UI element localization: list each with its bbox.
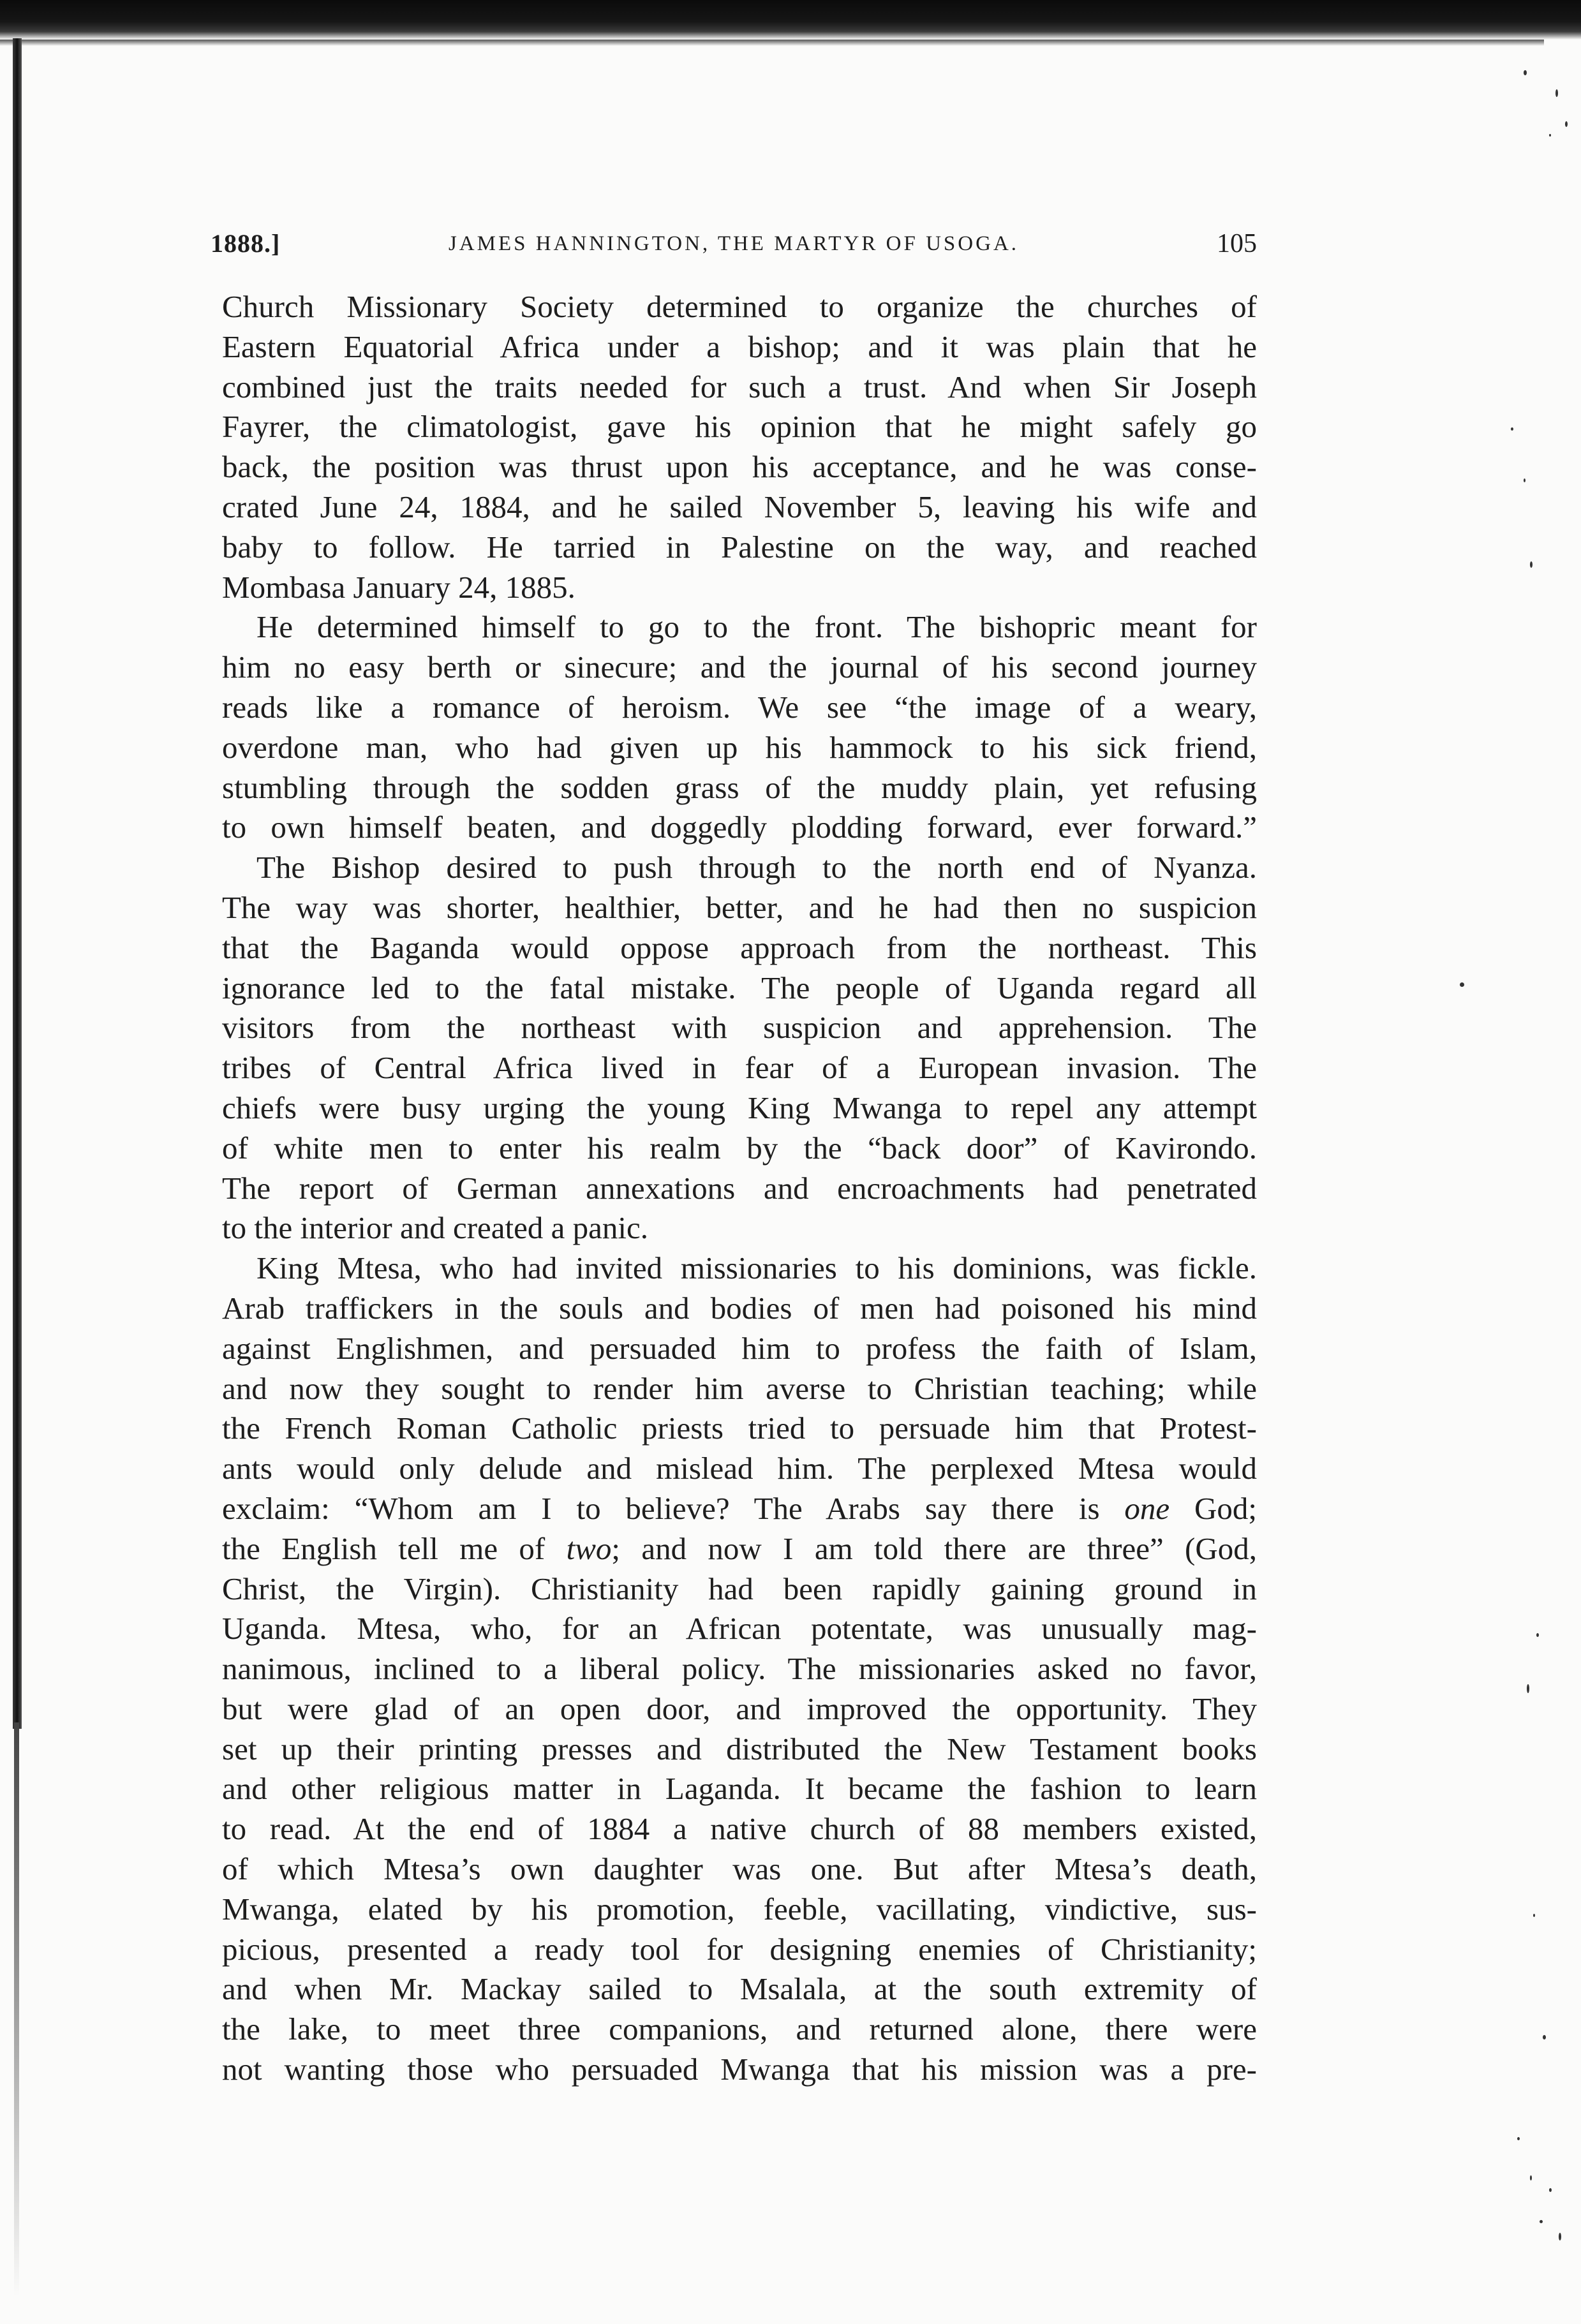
header-year: 1888.] bbox=[211, 229, 281, 258]
speck bbox=[1524, 478, 1525, 482]
text-line: not wanting those who persuaded Mwanga that his mission was a pre- bbox=[222, 2052, 1257, 2087]
text-line: picious, presented a ready tool for designing enemies of Christianity; bbox=[222, 1931, 1257, 1967]
speck bbox=[1549, 2188, 1552, 2192]
text-line: chiefs were busy urging the young King Mwanga to repel any attempt bbox=[222, 1090, 1257, 1125]
text-line: ants would only delude and mislead him. The perplexed Mtesa would bbox=[222, 1451, 1257, 1486]
speck bbox=[1540, 2220, 1543, 2223]
speck bbox=[1555, 89, 1558, 97]
text-line: set up their printing presses and distributed the New Testament books bbox=[222, 1731, 1257, 1766]
emphasis: two bbox=[566, 1530, 612, 1566]
text-line: The Bishop desired to push through to the north end of Nyanza. bbox=[256, 850, 1257, 885]
margin-specks bbox=[1485, 51, 1581, 2284]
speck bbox=[1530, 2175, 1532, 2180]
text-line: The way was shorter, healthier, better, and he had then no suspicion bbox=[222, 889, 1257, 925]
text-line: to read. At the end of 1884 a native church of 88 members existed, bbox=[222, 1811, 1257, 1847]
scan-top-border bbox=[0, 0, 1581, 40]
text-line: of which Mtesa’s own daughter was one. But after Mtesa’s death, bbox=[222, 1851, 1257, 1887]
text-line: The report of German annexations and encroachments had penetrated bbox=[222, 1170, 1257, 1206]
text-line: tribes of Central Africa lived in fear of a European invasion. The bbox=[222, 1050, 1257, 1086]
text-line: the English tell me of two; and now I am told there are three” (God, bbox=[222, 1530, 1257, 1566]
speck bbox=[1559, 2233, 1561, 2240]
text-line: Eastern Equatorial Africa under a bishop; and it was plain that he bbox=[222, 329, 1257, 364]
text-line: but were glad of an open door, and improved the opportunity. They bbox=[222, 1691, 1257, 1726]
text-line: against Englishmen, and persuaded him to profess the faith of Islam, bbox=[222, 1330, 1257, 1366]
text-line: Christ, the Virgin). Christianity had been rapidly gaining ground in bbox=[222, 1571, 1257, 1606]
speck bbox=[1511, 427, 1513, 431]
text-line: stumbling through the sodden grass of the muddy plain, yet refusing bbox=[222, 769, 1257, 805]
text-line: the French Roman Catholic priests tried to persuade him that Protest- bbox=[222, 1410, 1257, 1446]
scan-left-border bbox=[13, 38, 22, 1729]
text-line: him no easy berth or sinecure; and the journal of his second journey bbox=[222, 649, 1257, 685]
page-number: 105 bbox=[1217, 229, 1257, 258]
text-line: reads like a romance of heroism. We see “the image of a weary, bbox=[222, 689, 1257, 725]
text-line: of white men to enter his realm by the “back door” of Kavirondo. bbox=[222, 1130, 1257, 1166]
running-header bbox=[211, 228, 1257, 267]
text-line: combined just the traits needed for such a trust. And when Sir Joseph bbox=[222, 369, 1257, 404]
text-line: to the interior and created a panic. bbox=[222, 1210, 648, 1246]
speck bbox=[1517, 2137, 1520, 2140]
text-line: and now they sought to render him averse to Christian teaching; while bbox=[222, 1370, 1257, 1406]
speck bbox=[1565, 121, 1568, 127]
text-line: the lake, to meet three companions, and returned alone, there were bbox=[222, 2011, 1257, 2047]
body-text bbox=[222, 287, 1257, 2090]
text-line: visitors from the northeast with suspicion and apprehension. The bbox=[222, 1010, 1257, 1046]
text-line: crated June 24, 1884, and he sailed November 5, leaving his wife and bbox=[222, 489, 1257, 524]
text-line: and when Mr. Mackay sailed to Msalala, at the south extremity of bbox=[222, 1971, 1257, 2007]
text-line: back, the position was thrust upon his acceptance, and he was conse- bbox=[222, 449, 1257, 485]
text-line: Uganda. Mtesa, who, for an African potentate, was unusually mag- bbox=[222, 1611, 1257, 1647]
speck bbox=[1543, 2035, 1546, 2039]
text-line: ignorance led to the fatal mistake. The people of Uganda regard all bbox=[222, 970, 1257, 1005]
text-line: King Mtesa, who had invited missionaries to his dominions, was fickle. bbox=[256, 1250, 1257, 1286]
text-line: nanimous, inclined to a liberal policy. The missionaries asked no favor, bbox=[222, 1651, 1257, 1687]
text-line: exclaim: “Whom am I to believe? The Arabs say there is one God; bbox=[222, 1490, 1257, 1526]
text-line: and other religious matter in Laganda. It became the fashion to learn bbox=[222, 1771, 1257, 1807]
speck bbox=[1524, 70, 1527, 75]
speck bbox=[1549, 134, 1551, 137]
text-line: to own himself beaten, and doggedly plodding forward, ever forward.” bbox=[222, 810, 1257, 845]
text-line: Arab traffickers in the souls and bodies of men had poisoned his mind bbox=[222, 1290, 1257, 1326]
speck bbox=[1527, 1684, 1529, 1693]
speck bbox=[1533, 1914, 1535, 1917]
speck bbox=[1460, 982, 1464, 987]
header-title: JAMES HANNINGTON, THE MARTYR OF USOGA. bbox=[448, 232, 1020, 255]
scan-top-shadow bbox=[0, 40, 1544, 46]
text-line: overdone man, who had given up his hammock to his sick friend, bbox=[222, 729, 1257, 765]
speck bbox=[1536, 1633, 1539, 1637]
text-line: Mwanga, elated by his promotion, feeble, vacillating, vindictive, sus- bbox=[222, 1891, 1257, 1927]
text-line: He determined himself to go to the front. The bishopric meant for bbox=[256, 609, 1257, 645]
scan-left-border-fade bbox=[14, 1722, 19, 2297]
emphasis: one bbox=[1124, 1490, 1170, 1526]
text-line: Mombasa January 24, 1885. bbox=[222, 569, 575, 605]
text-line: baby to follow. He tarried in Palestine on the way, and reached bbox=[222, 529, 1257, 565]
text-line: that the Baganda would oppose approach from the northeast. This bbox=[222, 929, 1257, 965]
text-line: Church Missionary Society determined to organize the churches of bbox=[222, 289, 1257, 324]
text-line: Fayrer, the climatologist, gave his opinion that he might safely go bbox=[222, 409, 1257, 445]
speck bbox=[1530, 561, 1533, 568]
